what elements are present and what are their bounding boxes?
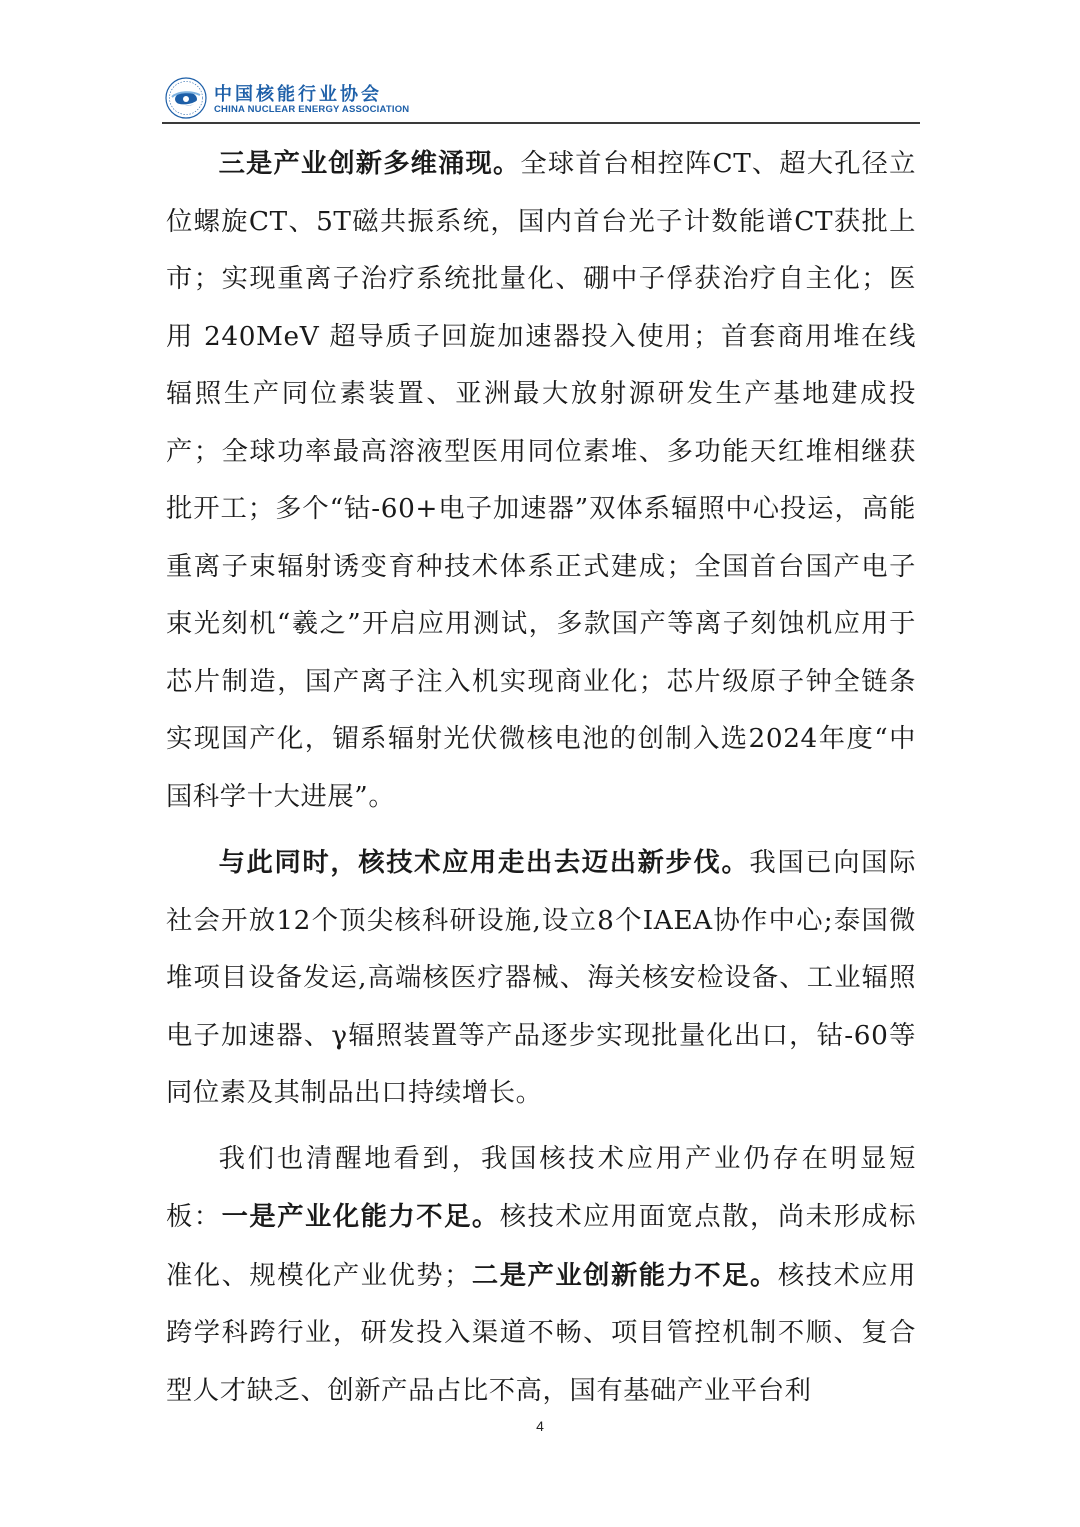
document-header	[162, 74, 920, 122]
shortcoming-two-bold: 二是产业创新能力不足。	[471, 1259, 778, 1291]
organization-name-cn: 中国核能行业协会	[214, 84, 382, 105]
paragraph-shortcomings	[166, 1131, 916, 1421]
paragraph-lead-bold: 三是产业创新多维涌现。	[218, 148, 521, 179]
shortcoming-one-bold: 一是产业化能力不足。	[221, 1201, 500, 1232]
organization-name-en: CHINA NUCLEAR ENERGY ASSOCIATION	[214, 104, 410, 115]
paragraph-industry-innovation	[166, 135, 916, 826]
paragraph-lead-bold: 与此同时，核技术应用走出去迈出新步伐。	[218, 847, 750, 878]
paragraph-text: 核技术应用面宽点散，尚未形成标准化、规模化产业优势；	[166, 1202, 917, 1291]
page-number: 4	[536, 1418, 544, 1434]
document-body	[166, 135, 916, 1420]
header-divider	[162, 122, 920, 124]
paragraph-text: 全球首台相控阵CT、超大孔径立位螺旋CT、5T磁共振系统，国内首台光子计数能谱CT获批上市；实现重离子治疗系统批量化、硼中子俘获治疗自主化；医用 240MeV 超导质子回旋加速器投入使用；首套商用堆在线辐照生产同位素装置、亚洲最大放射源研发生产基地建成投产；全球功率最高溶液型医用同位素堆、多功能天红堆相继获批开工；多个“钴-60+电子加速器”双体系辐照中心投运，高能重离子束辐射诱变育种技术体系正式建成；全国首台国产电子束光刻机“羲之”开启应用测试，多款国产等离子刻蚀机应用于芯片制造，国产离子注入机实现商业化；芯片级原子钟全链条实现国产化，镅系辐射光伏微核电池的创制入选2024年度“中国科学十大进展”。	[166, 149, 916, 812]
paragraph-text: 我们也清醒地看到，我国核技术应用产业仍存在明显短板：	[166, 1143, 916, 1232]
paragraph-text: 核技术应用跨学科跨行业，研发投入渠道不畅、项目管控机制不顺、复合型人才缺乏、创新产品占比不高，国有基础产业平台利	[166, 1260, 916, 1406]
paragraph-text: 我国已向国际社会开放12个顶尖核科研设施,设立8个IAEA协作中心;泰国微堆项目设备发运,高端核医疗器械、海关核安检设备、工业辐照电子加速器、γ辐照装置等产品逐步实现批量化出口，钴-60等同位素及其制品出口持续增长。	[166, 848, 916, 1108]
cnea-logo-icon	[162, 74, 210, 120]
paragraph-going-global	[166, 834, 916, 1123]
